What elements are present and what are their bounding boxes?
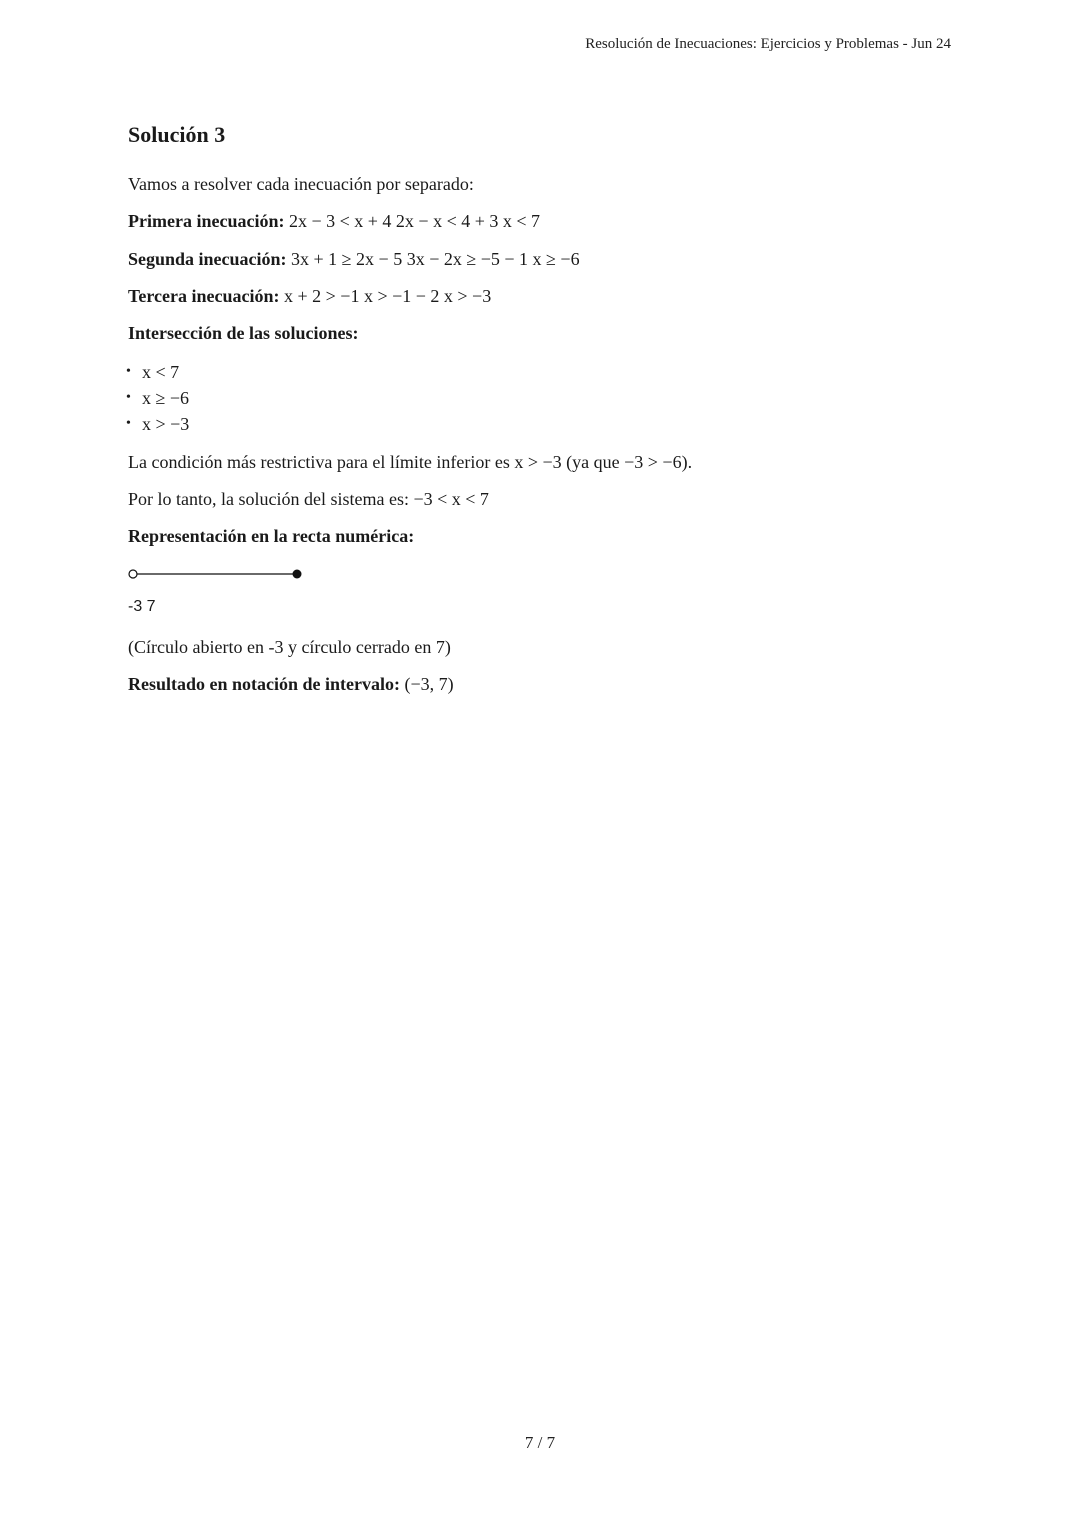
bullet-icon: • xyxy=(126,364,131,379)
third-inequality-math: x + 2 > −1 x > −1 − 2 x > −3 xyxy=(283,286,492,306)
bullet-icon: • xyxy=(126,416,131,431)
number-line-labels: -3 7 xyxy=(128,598,156,615)
interval-label: Resultado en notación de intervalo: xyxy=(128,674,400,694)
list-item: • x < 7 xyxy=(126,362,180,382)
second-inequality-math: 3x + 1 ≥ 2x − 5 3x − 2x ≥ −5 − 1 x ≥ −6 xyxy=(291,249,580,269)
third-inequality-label: Tercera inecuación: xyxy=(128,286,280,306)
solution-text: Por lo tanto, la solución del sistema es: −3 < x < 7 xyxy=(128,489,489,509)
second-inequality xyxy=(128,247,580,271)
closed-circle-icon xyxy=(293,570,302,579)
intro-text: Vamos a resolver cada inecuación por separado: xyxy=(128,174,474,194)
page-number: 7 / 7 xyxy=(524,1433,556,1452)
first-inequality-math: 2x − 3 < x + 4 2x − x < 4 + 3 x < 7 xyxy=(288,211,541,231)
intersection-list xyxy=(126,360,189,438)
number-line xyxy=(128,566,308,582)
open-circle-icon xyxy=(129,570,137,578)
interval-value: (−3, 7) xyxy=(404,674,454,694)
third-inequality xyxy=(128,284,491,308)
list-item: • x > −3 xyxy=(126,414,190,434)
running-header: Resolución de Inecuaciones: Ejercicios y Problemas - Jun 24 xyxy=(585,36,951,52)
restrictive-condition-text: La condición más restrictiva para el límite inferior es x > −3 (ya que −3 > −6). xyxy=(128,452,693,472)
numline-note: (Círculo abierto en -3 y círculo cerrado en 7) xyxy=(128,637,451,657)
second-inequality-label: Segunda inecuación: xyxy=(128,249,287,269)
list-item: • x ≥ −6 xyxy=(126,388,190,408)
first-inequality xyxy=(128,209,540,233)
intersection-heading: Intersección de las soluciones: xyxy=(128,323,359,343)
bullet-icon: • xyxy=(126,390,131,405)
first-inequality-label: Primera inecuación: xyxy=(128,211,285,231)
section-title: Solución 3 xyxy=(128,122,226,147)
numline-heading: Representación en la recta numérica: xyxy=(128,526,415,546)
interval-result xyxy=(128,672,454,696)
